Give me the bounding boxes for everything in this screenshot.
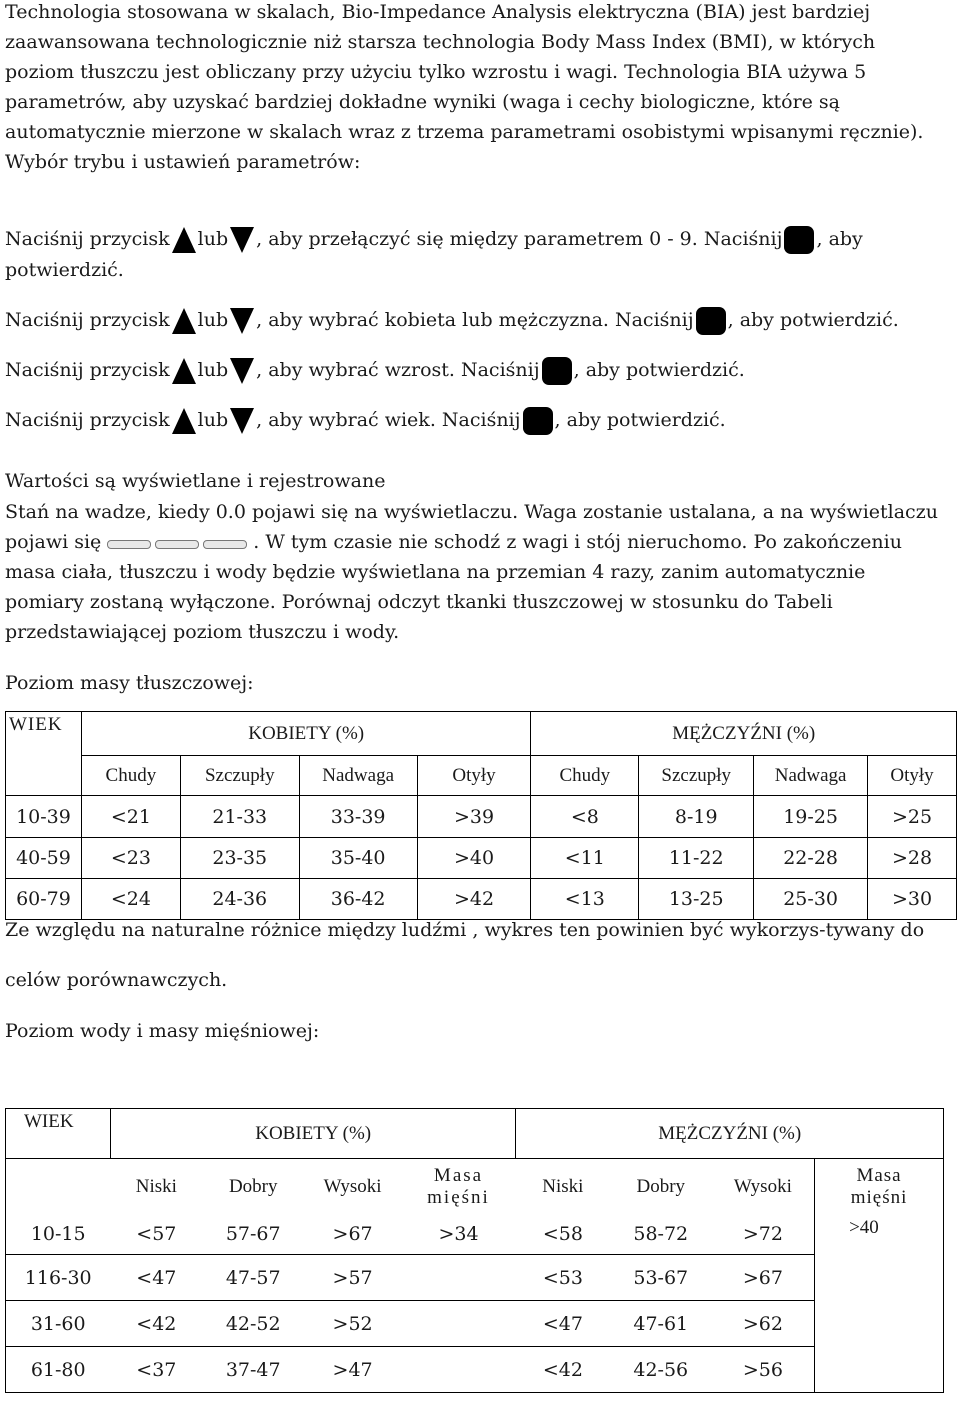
- table-cell: 47-57: [202, 1255, 304, 1301]
- table-row: [6, 1255, 944, 1301]
- intro-line: automatycznie mierzone w skalach wraz z trzema parametrami osobistymi wpisanymi ręcznie).: [5, 121, 924, 143]
- empty-cell: [6, 1159, 111, 1215]
- table-cell: 8-19: [639, 796, 754, 838]
- table-cell: 22-28: [754, 838, 868, 879]
- instruction-parameter: [5, 224, 863, 254]
- table-cell: <23: [81, 838, 180, 879]
- column-header: Otyły: [417, 756, 531, 796]
- table-cell: <13: [531, 879, 639, 920]
- values-text: pojawi się: [5, 531, 102, 553]
- table-cell: >42: [417, 879, 531, 920]
- intro-line: Wybór trybu i ustawień parametrów:: [5, 151, 361, 173]
- table-cell: 10-39: [6, 796, 82, 838]
- instruction-text: Naciśnij przycisk: [5, 309, 170, 331]
- men-header: MĘŻCZYŹNI (%): [531, 712, 957, 756]
- table-cell: 116-30: [6, 1255, 111, 1301]
- instruction-text: Naciśnij przycisk: [5, 359, 170, 381]
- muscle-men-value: >40: [815, 1215, 944, 1393]
- instruction-text: , aby przełączyć się między parametrem 0 - 9. Naciśnij: [256, 228, 783, 250]
- table-cell: <11: [531, 838, 639, 879]
- table-cell: 21-33: [180, 796, 299, 838]
- muscle-column-header: [815, 1159, 944, 1215]
- muscle-column-header: [401, 1159, 516, 1215]
- column-header: Otyły: [868, 756, 957, 796]
- table-row: [6, 1215, 944, 1255]
- table-cell: >62: [712, 1301, 815, 1347]
- values-line: przedstawiającej poziom tłuszczu i wody.: [5, 621, 400, 643]
- instruction-text: lub: [197, 359, 229, 381]
- table-cell: 53-67: [610, 1255, 712, 1301]
- column-header: Chudy: [531, 756, 639, 796]
- intro-line: poziom tłuszczu jest obliczany przy użyciu tylko wzrostu i wagi. Technologia BIA używa 5: [5, 61, 867, 83]
- intro-line: parametrów, aby uzyskać bardziej dokładne wyniki (waga i cechy biologiczne, które są: [5, 91, 841, 113]
- table-cell: 10-15: [6, 1215, 111, 1255]
- table-cell: >56: [712, 1347, 815, 1393]
- women-header: KOBIETY (%): [110, 1109, 516, 1159]
- table-cell: >57: [304, 1255, 401, 1301]
- table-cell: >28: [868, 838, 957, 879]
- values-line-with-display: [5, 527, 902, 558]
- table-cell: >40: [417, 838, 531, 879]
- table-cell: <21: [81, 796, 180, 838]
- water-muscle-table: [5, 1108, 944, 1393]
- age-header: WIEK: [6, 1109, 111, 1159]
- table-cell: <57: [110, 1215, 202, 1255]
- display-dashes-icon: [105, 528, 249, 558]
- intro-line: zaawansowana technologicznie niż starsza technologia Body Mass Index (BMI), w których: [5, 31, 876, 53]
- table-cell: >39: [417, 796, 531, 838]
- table-row: [6, 1301, 944, 1347]
- muscle-header-line: Masa: [433, 1164, 484, 1186]
- up-arrow-button-icon: [172, 227, 196, 253]
- muscle-header-line: Masa: [856, 1164, 902, 1186]
- down-arrow-button-icon: [230, 358, 254, 384]
- note-line: celów porównawczych.: [5, 969, 228, 991]
- table-cell: 13-25: [639, 879, 754, 920]
- instruction-text: , aby potwierdzić.: [554, 409, 726, 431]
- down-arrow-button-icon: [230, 308, 254, 334]
- table-cell: 47-61: [610, 1301, 712, 1347]
- up-arrow-button-icon: [172, 358, 196, 384]
- set-button-icon: [523, 407, 553, 435]
- instruction-text: lub: [197, 409, 229, 431]
- up-arrow-button-icon: [172, 408, 196, 434]
- table-cell: >72: [712, 1215, 815, 1255]
- table-cell: 25-30: [754, 879, 868, 920]
- instruction-text: , aby potwierdzić.: [573, 359, 745, 381]
- instruction-text: lub: [197, 309, 229, 331]
- instruction-text: , aby wybrać wiek. Naciśnij: [256, 409, 521, 431]
- table-cell: 24-36: [180, 879, 299, 920]
- values-line: masa ciała, tłuszczu i wody będzie wyświetlana na przemian 4 razy, zanim automatycznie: [5, 561, 866, 583]
- table-row: [6, 1347, 944, 1393]
- table-cell: >67: [304, 1215, 401, 1255]
- values-text: . W tym czasie nie schodź z wagi i stój nieruchomo. Po zakończeniu: [253, 531, 902, 553]
- column-header: Nadwaga: [754, 756, 868, 796]
- set-button-icon: [784, 226, 814, 254]
- column-header: Dobry: [636, 1175, 686, 1197]
- fat-heading: Poziom masy tłuszczowej:: [5, 672, 254, 694]
- instruction-text: , aby potwierdzić.: [727, 309, 899, 331]
- table-cell: >67: [712, 1255, 815, 1301]
- intro-paragraph: [5, 0, 923, 177]
- column-header: Dobry: [228, 1175, 278, 1197]
- table-cell: >47: [304, 1347, 401, 1393]
- instruction-text: Naciśnij przycisk: [5, 409, 170, 431]
- table-cell: <47: [516, 1301, 610, 1347]
- column-header: Szczupły: [639, 756, 754, 796]
- instruction-confirm-line: potwierdzić.: [5, 259, 124, 281]
- table-cell: <42: [516, 1347, 610, 1393]
- muscle-header-line: mięśni: [850, 1186, 908, 1208]
- instruction-height: [5, 355, 745, 385]
- values-line: Wartości są wyświetlane i rejestrowane: [5, 470, 386, 492]
- table-cell: >25: [868, 796, 957, 838]
- table-row: [6, 838, 957, 879]
- column-header: Szczupły: [180, 756, 299, 796]
- table-row: [6, 796, 957, 838]
- age-header: WIEK: [6, 712, 82, 796]
- instruction-text: Naciśnij przycisk: [5, 228, 170, 250]
- table-cell: <37: [110, 1347, 202, 1393]
- table-cell: >52: [304, 1301, 401, 1347]
- column-header: Niski: [542, 1175, 584, 1197]
- table-subheader-row: [6, 1159, 944, 1215]
- table-cell: 42-52: [202, 1301, 304, 1347]
- table-row: [6, 879, 957, 920]
- table-cell: 11-22: [639, 838, 754, 879]
- table-cell: <24: [81, 879, 180, 920]
- table-cell: >30: [868, 879, 957, 920]
- instruction-text: , aby wybrać kobieta lub mężczyzna. Naciśnij: [256, 309, 694, 331]
- set-button-icon: [696, 307, 726, 335]
- table-cell: 58-72: [610, 1215, 712, 1255]
- values-line: Stań na wadze, kiedy 0.0 pojawi się na wyświetlaczu. Waga zostanie ustalana, a na wyświetlaczu: [5, 501, 938, 523]
- water-heading: Poziom wody i masy mięśniowej:: [5, 1020, 320, 1042]
- table-cell: <47: [110, 1255, 202, 1301]
- note-line: Ze względu na naturalne różnice między ludźmi , wykres ten powinien być wykorzys-tywany do: [5, 919, 925, 941]
- table-cell: 42-56: [610, 1347, 712, 1393]
- instruction-text: , aby: [816, 228, 863, 250]
- table-cell: 19-25: [754, 796, 868, 838]
- table-cell: 57-67: [202, 1215, 304, 1255]
- intro-line: Technologia stosowana w skalach, Bio-Impedance Analysis elektryczna (BIA) jest bardziej: [5, 1, 871, 23]
- values-line: pomiary zostaną wyłączone. Porównaj odczyt tkanki tłuszczowej w stosunku do Tabeli: [5, 591, 833, 613]
- men-header: MĘŻCZYŹNI (%): [516, 1109, 944, 1159]
- table-cell: [401, 1255, 516, 1301]
- column-header: Chudy: [81, 756, 180, 796]
- instruction-age: [5, 405, 726, 435]
- column-header: Nadwaga: [299, 756, 417, 796]
- down-arrow-button-icon: [230, 408, 254, 434]
- table-cell: 61-80: [6, 1347, 111, 1393]
- table-cell: 33-39: [299, 796, 417, 838]
- women-header: KOBIETY (%): [81, 712, 530, 756]
- table-cell: <53: [516, 1255, 610, 1301]
- instruction-text: lub: [197, 228, 229, 250]
- table-cell: 37-47: [202, 1347, 304, 1393]
- column-header: Niski: [135, 1175, 177, 1197]
- table-cell: 40-59: [6, 838, 82, 879]
- set-button-icon: [542, 357, 572, 385]
- table-cell: 35-40: [299, 838, 417, 879]
- table-cell: >34: [401, 1215, 516, 1255]
- table-cell: <58: [516, 1215, 610, 1255]
- table-cell: 60-79: [6, 879, 82, 920]
- up-arrow-button-icon: [172, 308, 196, 334]
- table-cell: [401, 1301, 516, 1347]
- table-subheader-row: [6, 756, 957, 796]
- table-cell: 31-60: [6, 1301, 111, 1347]
- table-cell: <42: [110, 1301, 202, 1347]
- column-header: Wysoki: [733, 1175, 792, 1197]
- column-header: Wysoki: [323, 1175, 382, 1197]
- table-cell: <8: [531, 796, 639, 838]
- muscle-header-line: mięśni: [427, 1186, 490, 1208]
- instruction-gender: [5, 305, 899, 335]
- down-arrow-button-icon: [230, 227, 254, 253]
- fat-level-table: [5, 711, 957, 920]
- table-cell: [401, 1347, 516, 1393]
- table-cell: 23-35: [180, 838, 299, 879]
- instruction-text: , aby wybrać wzrost. Naciśnij: [256, 359, 540, 381]
- table-cell: 36-42: [299, 879, 417, 920]
